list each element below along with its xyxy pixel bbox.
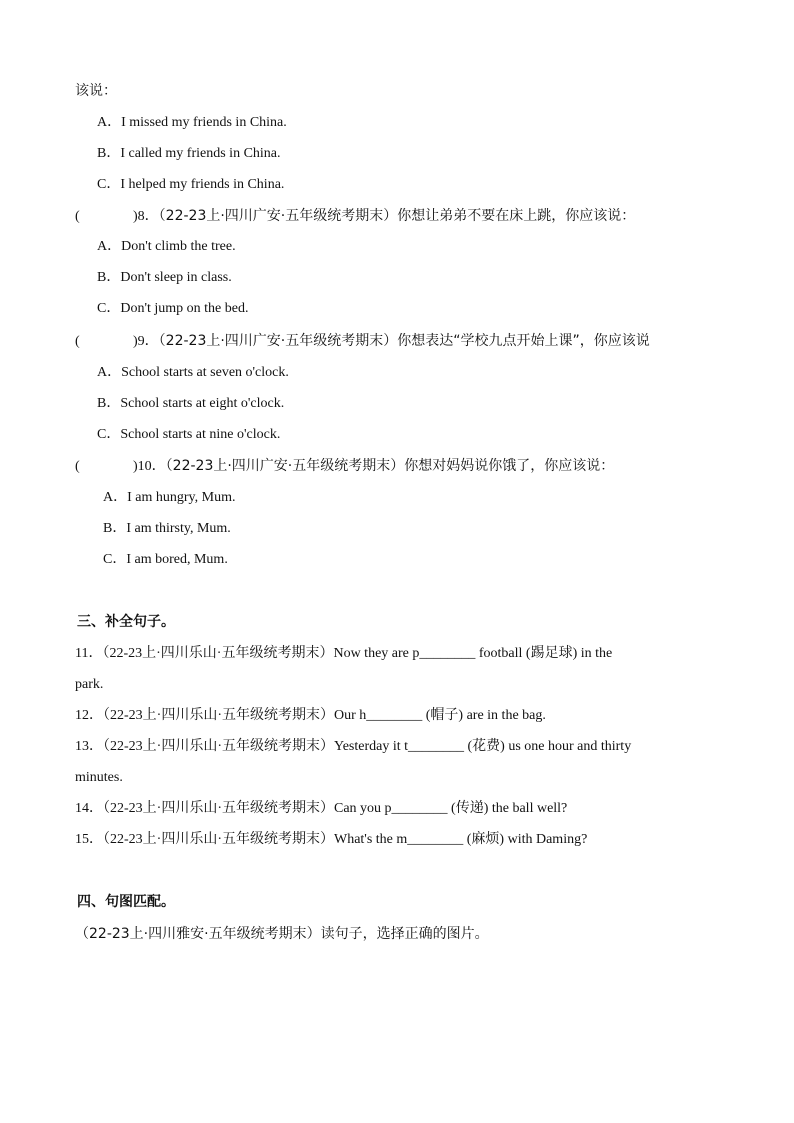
q10-option-c: C．I am bored, Mum. bbox=[103, 552, 228, 567]
q8-number: )8． bbox=[133, 209, 159, 224]
q9-option-b: B．School starts at eight o'clock. bbox=[97, 396, 285, 411]
q8-option-b: B．Don't sleep in class. bbox=[97, 270, 232, 285]
q8-option-c: C．Don't jump on the bed. bbox=[97, 301, 249, 316]
section4-title: 四、句图匹配。 bbox=[77, 894, 175, 910]
q11-line1: 11．（22-23上·四川乐山·五年级统考期末）Now they are p________ football (踢足球) in the bbox=[75, 646, 613, 661]
q10-text: （22-23上·四川广安·五年级统考期末）你想对妈妈说你饿了，你应该说： bbox=[165, 458, 615, 474]
q7-option-c: C．I helped my friends in China. bbox=[97, 177, 285, 192]
q13-line1: 13．（22-23上·四川乐山·五年级统考期末）Yesterday it t________ (花费) us one hour and thirty bbox=[75, 739, 632, 754]
q10-option-b: B．I am thirsty, Mum. bbox=[103, 521, 231, 536]
q12-line: 12．（22-23上·四川乐山·五年级统考期末）Our h________ (帽子) are in the bag. bbox=[75, 708, 546, 723]
q11-line2: park. bbox=[75, 677, 104, 692]
q10-number: )10． bbox=[133, 459, 166, 474]
q15-line: 15．（22-23上·四川乐山·五年级统考期末）What's the m________ (麻烦) with Daming? bbox=[75, 832, 588, 847]
section3-title: 三、补全句子。 bbox=[77, 614, 175, 630]
q9-stem bbox=[75, 331, 650, 352]
q14-line: 14．（22-23上·四川乐山·五年级统考期末）Can you p________ (传递) the ball well? bbox=[75, 801, 568, 816]
q8-stem bbox=[75, 206, 635, 227]
q7-option-a: A．I missed my friends in China. bbox=[97, 115, 287, 130]
answer-bracket: ( bbox=[75, 459, 80, 474]
q9-number: )9． bbox=[133, 334, 159, 349]
q9-option-a: A．School starts at seven o'clock. bbox=[97, 365, 289, 380]
q10-stem bbox=[75, 456, 614, 477]
section4-instruction: （22-23上·四川雅安·五年级统考期末）读句子，选择正确的图片。 bbox=[75, 926, 489, 942]
q10-option-a: A．I am hungry, Mum. bbox=[103, 490, 236, 505]
q8-text: （22-23上·四川广安·五年级统考期末）你想让弟弟不要在床上跳，你应该说： bbox=[158, 208, 636, 224]
q13-line2: minutes. bbox=[75, 770, 123, 785]
q9-text: （22-23上·四川广安·五年级统考期末）你想表达“学校九点开始上课”，你应该说 bbox=[158, 333, 650, 349]
answer-bracket: ( bbox=[75, 334, 80, 349]
q9-option-c: C．School starts at nine o'clock. bbox=[97, 427, 281, 442]
q7-option-b: B．I called my friends in China. bbox=[97, 146, 281, 161]
answer-bracket: ( bbox=[75, 209, 80, 224]
q8-option-a: A．Don't climb the tree. bbox=[97, 239, 236, 254]
q7-tail: 该说： bbox=[75, 83, 117, 99]
